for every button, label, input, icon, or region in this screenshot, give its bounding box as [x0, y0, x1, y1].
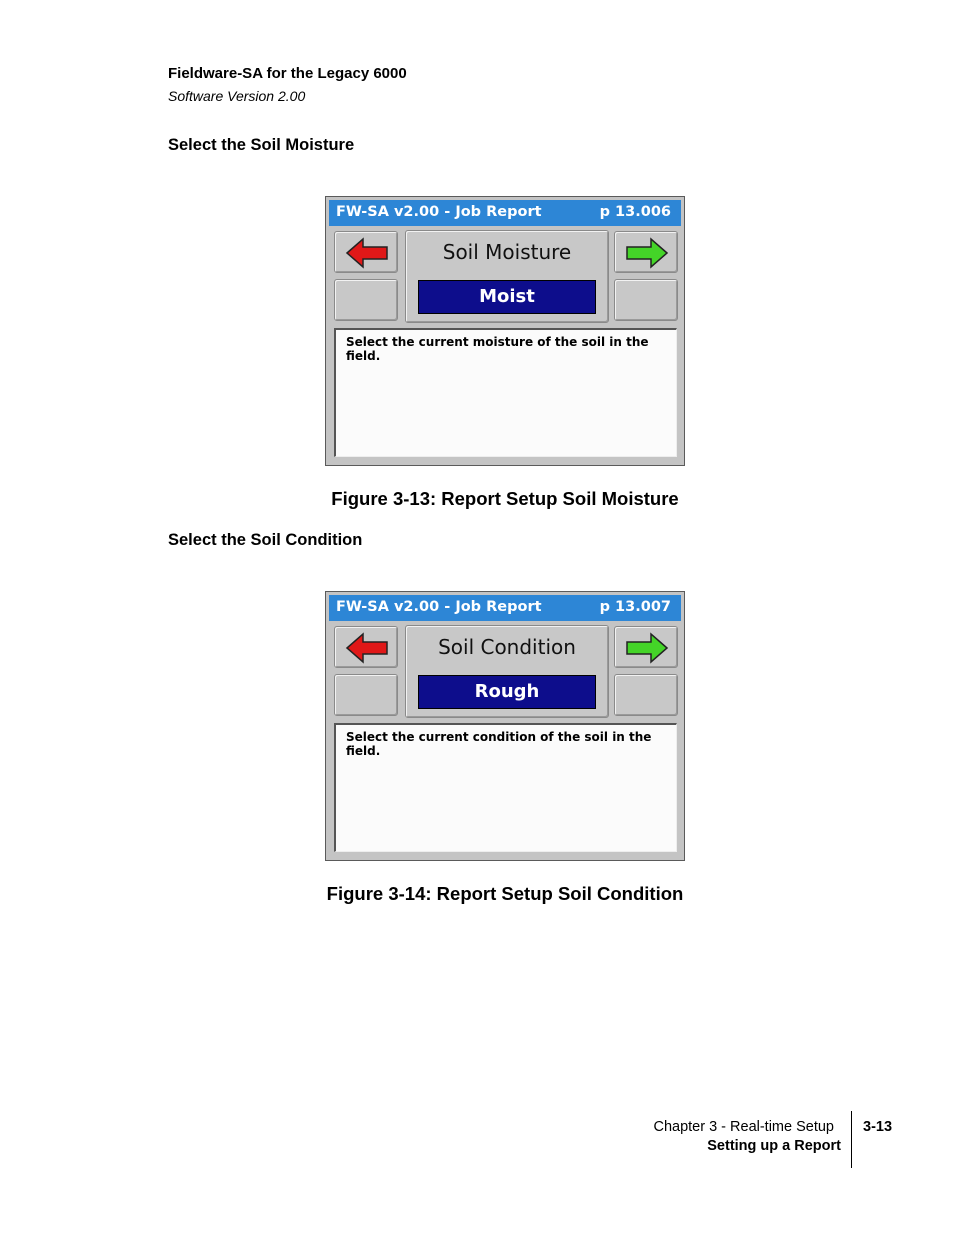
setting-panel [405, 230, 609, 323]
help-text: Select the current condition of the soil in the field. [346, 730, 652, 758]
screenshot-soil-condition [325, 591, 685, 861]
blank-button-right[interactable] [614, 279, 678, 321]
help-text: Select the current moisture of the soil in the field. [346, 335, 649, 363]
footer-chapter: Chapter 3 - Real-time Setup [653, 1119, 834, 1135]
footer-divider [851, 1111, 852, 1168]
window-titlebar [329, 595, 681, 621]
help-text-box [334, 328, 677, 457]
setting-label: Soil Moisture [442, 240, 572, 264]
next-arrow-icon [625, 237, 669, 269]
footer-section: Setting up a Report [707, 1138, 841, 1154]
back-button[interactable] [334, 626, 398, 668]
back-button[interactable] [334, 231, 398, 273]
page-indicator: p 13.006 [599, 204, 671, 220]
next-arrow-icon [625, 632, 669, 664]
document-title: Fieldware-SA for the Legacy 6000 [168, 65, 407, 82]
window-title: FW-SA v2.00 - Job Report [336, 204, 542, 220]
figure-caption: Figure 3-13: Report Setup Soil Moisture [331, 488, 679, 509]
setting-panel [405, 625, 609, 718]
document-subtitle: Software Version 2.00 [168, 88, 306, 104]
help-text-box [334, 723, 677, 852]
window-title: FW-SA v2.00 - Job Report [336, 599, 542, 615]
setting-value-field[interactable]: Moist [418, 280, 596, 314]
back-arrow-icon [345, 237, 389, 269]
blank-button-right[interactable] [614, 674, 678, 716]
page-indicator: p 13.007 [599, 599, 671, 615]
setting-value-field[interactable]: Rough [418, 675, 596, 709]
window-titlebar [329, 200, 681, 226]
section-heading-soil-condition: Select the Soil Condition [168, 531, 363, 549]
section-heading-soil-moisture: Select the Soil Moisture [168, 136, 355, 154]
screenshot-soil-moisture [325, 196, 685, 466]
back-arrow-icon [345, 632, 389, 664]
setting-label: Soil Condition [438, 635, 576, 659]
next-button[interactable] [614, 626, 678, 668]
footer-page-number: 3-13 [863, 1119, 893, 1135]
next-button[interactable] [614, 231, 678, 273]
blank-button-left[interactable] [334, 279, 398, 321]
blank-button-left[interactable] [334, 674, 398, 716]
figure-caption: Figure 3-14: Report Setup Soil Condition [326, 883, 684, 904]
